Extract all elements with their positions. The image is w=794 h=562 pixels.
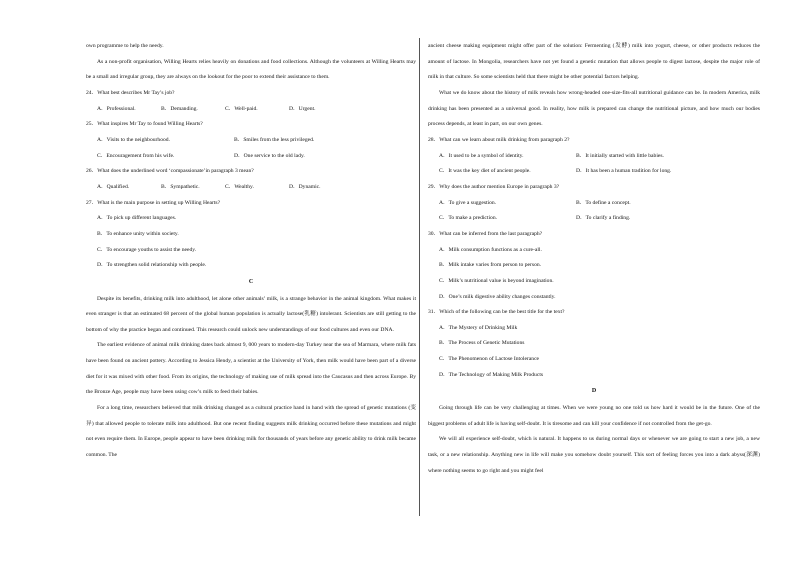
- option-b: B．Smiles from the less privileged.: [234, 136, 315, 143]
- option-a: A．To give a suggestion.: [439, 199, 497, 206]
- section-heading-c: C: [248, 278, 254, 285]
- option-b: B．Demanding.: [161, 105, 198, 112]
- option-d: D．To strengthen solid relationship with people.: [97, 262, 207, 269]
- option-a: A．Milk consumption functions as a cure-all.: [439, 246, 542, 253]
- option-c: C．To encourage youths to assist the needy.: [97, 246, 197, 253]
- option-d: D．Dynamic.: [289, 183, 321, 190]
- question-26-options: [86, 180, 416, 196]
- option-c: C．Encouragement from his wife.: [97, 152, 175, 159]
- option-d: D．It has been a human tradition for long.: [576, 168, 672, 175]
- option-b: B．It initially started with little babies.: [576, 152, 664, 159]
- option-c: C．To make a prediction.: [439, 215, 498, 222]
- question-28-options-row-2: [428, 164, 760, 180]
- paragraph: As a non-profit organisation, Willing Hearts relies heavily on donations and food collections. Although the volunteers at Willing Hearts may be a small and irregular group, they are always on the lookout for the poor to extend their assistance to them.: [86, 58, 416, 81]
- option-a: A．Visits to the neighbourhood.: [97, 136, 170, 143]
- paragraph: What we do know about the history of milk reveals how wrong-headed one-size-fits-all nutritional guidance can be. In modern America, milk drinking has been presented as a universal good. In reality, how milk is prepared can change the nutritional picture, and how much our bodies process depends, at least in part, on our own genes.: [428, 89, 760, 128]
- option-b: B．Sympathetic.: [161, 183, 200, 190]
- question-27: 27．What is the main purpose in setting up Willing Hearts?: [86, 199, 221, 206]
- column-divider: [419, 38, 420, 516]
- option-b: B．The Process of Genetic Mutations: [439, 340, 525, 347]
- option-c: C．Well-paid.: [225, 105, 258, 112]
- option-b: B．To define a concept.: [576, 199, 631, 206]
- paragraph: We will all experience self-doubt, which is natural. It happens to us during normal days or whenever we are going to start a new job, a new task, or a new relationship. Anything new in life will make you somehow doubt yourself. This sort of feeling forces you into a dark abyss(深渊) where nothing seems to go right and you might feel: [428, 436, 760, 474]
- question-30: 30．What can be inferred from the last paragraph?: [428, 230, 543, 237]
- option-b: B．To enhance unity within society.: [97, 230, 179, 237]
- right-column: [428, 39, 760, 479]
- option-d: D．To clarify a finding.: [576, 215, 631, 222]
- option-c: C．Wealthy.: [225, 183, 254, 190]
- option-b: B．Milk intake varies from person to person.: [439, 262, 542, 269]
- question-31: 31．Which of the following can be the best title for the text?: [428, 309, 565, 316]
- question-28-options-row-1: [428, 149, 760, 165]
- paragraph: Despite its benefits, drinking milk into adulthood, let alone other animals’ milk, is a strange behavior in the animal kingdom. What makes it even stranger is that an estimated 68 percent of the global human population is actually lactose(乳糖) intolerant. Scientists are still getting to the bottom of why the practice began and continued. This research could unlock new understandings of our food cultures and even our DNA.: [86, 295, 416, 333]
- question-26: 26．What does the underlined word ‘compassionate’in paragraph 3 mean?: [86, 168, 254, 175]
- question-25: 25．What inspires Mr Tay to found Willing Hearts?: [86, 121, 203, 128]
- option-a: A．The Mystery of Drinking Milk: [439, 324, 518, 331]
- question-24: 24．What best describes Mr Tay’s job?: [86, 89, 175, 96]
- option-a: A．Professional.: [97, 105, 136, 112]
- question-29-options-row-2: [428, 211, 760, 227]
- paragraph: ancient cheese making equipment might offer part of the solution: Fermenting (发酵) milk into yogurt, cheese, or other products reduces the amount of lactose. In Mongolia, researchers have not yet found a genetic mutation that allows people to digest lactose, despite the major role of milk in that culture. So some scientists held that there might be other potential factors helping.: [428, 43, 760, 81]
- option-a: A．Qualified.: [97, 183, 130, 190]
- question-29-options-row-1: [428, 196, 760, 212]
- question-25-options-row-2: [86, 149, 416, 165]
- section-heading-d: D: [591, 388, 597, 395]
- question-25-options-row-1: [86, 133, 416, 149]
- paragraph: Going through life can be very challenging at times. When we were young no one told us how hard it would be in the future. One of the biggest problems of adult life is having self-doubt. It is tiresome and can kill your confidence if not controlled from the get-go.: [428, 405, 760, 427]
- question-29: 29．Why does the author mention Europe in paragraph 3?: [428, 183, 560, 190]
- option-d: D．One’s milk digestive ability changes constantly.: [439, 293, 556, 300]
- option-d: D．One service to the old lady.: [234, 152, 305, 159]
- left-column: [86, 39, 416, 464]
- option-c: C．Milk’s nutritional value is beyond imagination.: [439, 277, 554, 284]
- paragraph: own programme to help the needy.: [86, 43, 164, 49]
- option-a: A．To pick up different languages.: [97, 215, 177, 222]
- option-c: C．The Phenomenon of Lactose Intolerance: [439, 356, 540, 363]
- question-28: 28．What can we learn about milk drinking from paragraph 2?: [428, 136, 570, 143]
- question-24-options: [86, 102, 416, 118]
- option-d: D．Urgent.: [289, 105, 316, 112]
- option-d: D．The Technology of Making Milk Products: [439, 371, 544, 378]
- paragraph: The earliest evidence of animal milk drinking dates back almost 9, 000 years to modern-day Turkey near the sea of Marmara, where milk fats have been found on ancient pottery. According to Jessica Hendy, a scientist at the University of York, then milk would have been part of a diverse diet for it was mixed with other food. From its origins, the technology of making use of milk spread into the Caucasus and then across Europe. By the Bronze Age, people may have been using cow’s milk to feed their babies.: [86, 342, 416, 396]
- option-c: C．It was the key diet of ancient people.: [439, 168, 531, 175]
- option-a: A．It used to be a symbol of identity.: [439, 152, 524, 159]
- paragraph: For a long time, researchers believed that milk drinking changed as a cultural practice hand in hand with the spread of genetic mutations (变异) that allowed people to tolerate milk into adulthood. But one recent finding suggests milk drinking occurred before these mutations and might not even require them. In Europe, people appear to have been drinking milk for thousands of years before any genetic ability to drink milk became common. The: [86, 405, 416, 459]
